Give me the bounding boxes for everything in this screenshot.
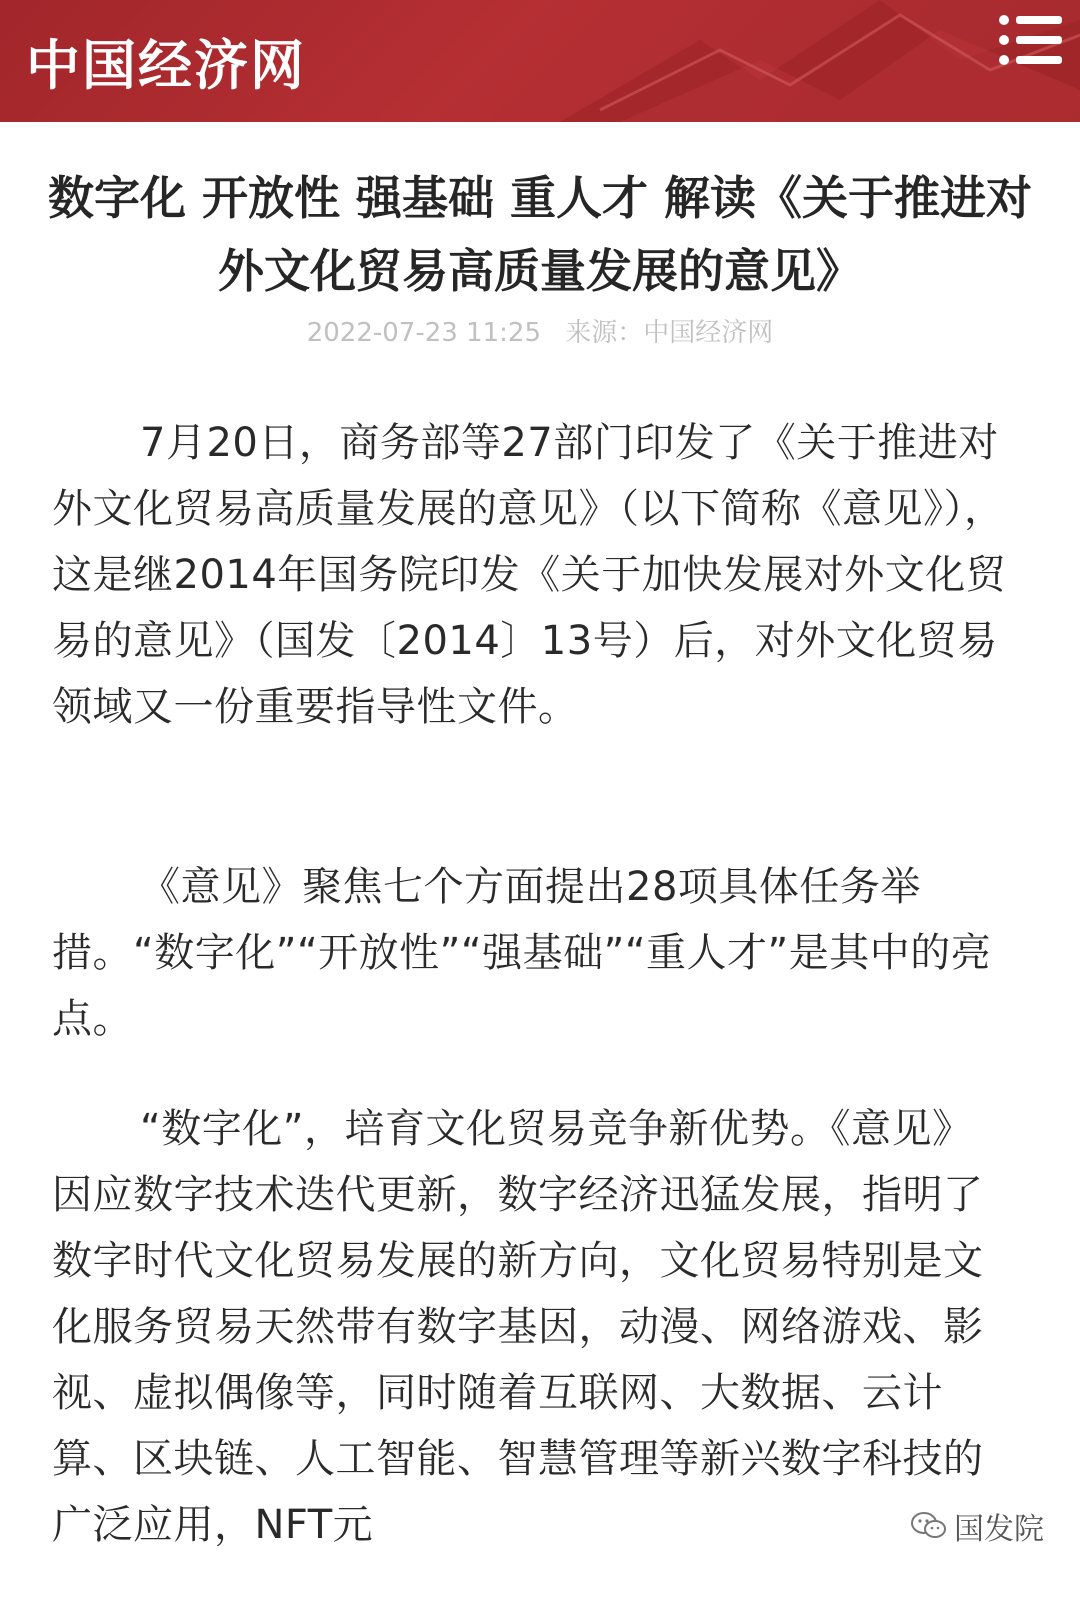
article-title: 数字化 开放性 强基础 重人才 解读《关于推进对外文化贸易高质量发展的意见》 bbox=[47, 171, 1033, 298]
article-source: 来源：中国经济网 bbox=[565, 318, 774, 348]
article-paragraph: 7月20日，商务部等27部门印发了《关于推进对外文化贸易高质量发展的意见》（以下简称《意见》），这是继2014年国务院印发《关于加快发展对外文化贸易的意见》（国发〔2014〕13号）后，对外文化贸易领域又一份重要指导性文件。 bbox=[52, 420, 1007, 730]
menu-icon[interactable] bbox=[996, 10, 1066, 70]
wechat-icon bbox=[910, 1511, 948, 1541]
menu-icon-graphic bbox=[996, 10, 1066, 70]
article-meta bbox=[0, 312, 1080, 349]
watermark-text: 国发院 bbox=[954, 1512, 1044, 1547]
logo-text: 中国经济网 bbox=[26, 32, 306, 97]
article-paragraph: “数字化”，培育文化贸易竞争新优势。《意见》因应数字技术迭代更新，数字经济迅猛发展，指明了数字时代文化贸易发展的新方向，文化贸易特别是文化服务贸易天然带有数字基因，动漫、网络游戏、影视、虚拟偶像等，同时随着互联网、大数据、云计算、区块链、人工智能、智慧管理等新兴数字科技的广泛应用，NFT元 bbox=[52, 1106, 984, 1548]
article-paragraph: 《意见》聚焦七个方面提出28项具体任务举措。“数字化”“开放性”“强基础”“重人才”是其中的亮点。 bbox=[52, 864, 992, 1042]
site-header bbox=[0, 0, 1080, 122]
site-logo[interactable] bbox=[26, 26, 306, 96]
article-date: 2022-07-23 11:25 bbox=[306, 318, 541, 348]
watermark bbox=[904, 1502, 1050, 1550]
